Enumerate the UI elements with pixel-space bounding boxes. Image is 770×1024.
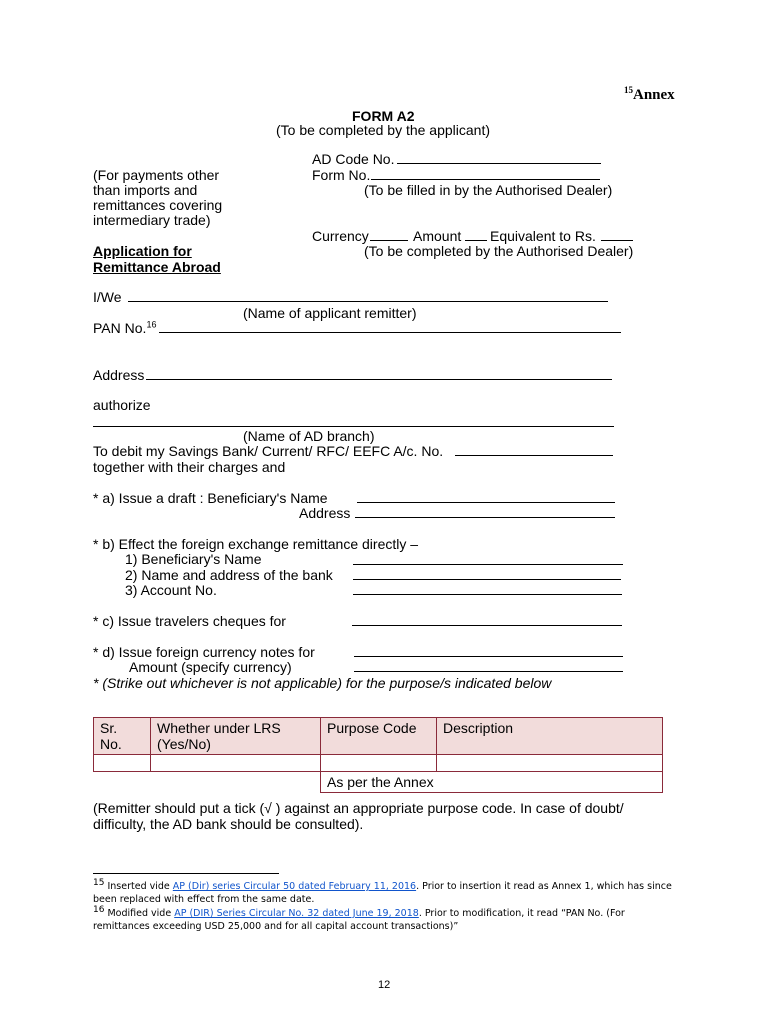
header-description: Description [437,718,663,755]
footnote-15-post: . Prior to insertion it read as Annex 1, which has since [416,881,672,892]
bank-name-address-field[interactable] [353,579,621,580]
circular-32-link[interactable]: AP (DIR) Series Circular No. 32 dated June 19, 2018 [174,908,419,919]
remitter-note-line1: (Remitter should put a tick (√ ) against an appropriate purpose code. In case of doubt/ [93,800,624,816]
option-b2-label: 2) Name and address of the bank [125,567,333,583]
equivalent-label: Equivalent to Rs. [490,228,596,244]
header-lrs-text: Whether under LRS [157,720,281,736]
draft-beneficiary-field[interactable] [357,502,615,503]
header-sr-no [94,718,151,755]
left-note-line3: remittances covering [93,197,223,213]
application-title-line2: Remittance Abroad [93,259,221,275]
bank-account-no-field[interactable] [353,594,622,595]
footnote-15-line2: been replaced with effect from the same date. [93,894,315,905]
footnote-15-num: 15 [93,877,105,888]
option-c-label: * c) Issue travelers cheques for [93,613,286,629]
application-title-line1: Application for [93,243,192,259]
debit-label: To debit my Savings Bank/ Current/ RFC/ EEFC A/c. No. [93,443,444,459]
ad-branch-field[interactable] [93,426,614,427]
pan-field[interactable] [159,332,621,333]
annex-label: Annex [633,87,675,103]
ad-code-field[interactable] [397,163,601,164]
annex-heading [624,87,675,103]
form-title: FORM A2 [352,108,415,124]
cell-blank-2 [151,772,321,793]
footnote-16-num: 16 [93,904,105,915]
pan-label [93,320,156,336]
purpose-table [93,717,663,793]
address-label: Address [93,367,145,383]
cell-blank-1 [94,772,151,793]
ad-code-label: AD Code No. [312,151,395,167]
amount-field[interactable] [465,240,487,241]
currency-notes-field[interactable] [354,656,623,657]
travelers-cheques-field[interactable] [352,625,622,626]
option-b3-label: 3) Account No. [125,582,217,598]
footnote-16 [93,904,625,920]
option-a-label: * a) Issue a draft : Beneficiary's Name [93,490,328,506]
applicant-name-field[interactable] [128,301,608,302]
header-yes-no-text: (Yes/No) [157,736,211,752]
cell-description[interactable] [437,755,663,772]
cell-as-per-annex: As per the Annex [321,772,663,793]
circular-50-link[interactable]: AP (Dir) series Circular 50 dated February 11, 2016 [172,881,417,892]
filled-by-note: (To be filled in by the Authorised Dealer) [364,182,613,198]
beneficiary-name-field[interactable] [353,564,623,565]
footnote-16-post: . Prior to modification, it read “PAN No. (For [418,908,625,919]
left-note-line2: than imports and [93,182,198,198]
header-lrs [151,718,321,755]
strike-out-note: * (Strike out whichever is not applicable) for the purpose/s indicated below [93,675,552,691]
currency-label: Currency [312,228,369,244]
equivalent-field[interactable] [601,240,633,241]
footnote-16-line2: remittances exceeding USD 25,000 and for all capital account transactions)” [93,921,459,932]
footnote-16-pre: Modified vide [107,908,175,919]
option-b1-label: 1) Beneficiary's Name [125,551,262,567]
header-purpose-code: Purpose Code [321,718,437,755]
address-field[interactable] [146,379,612,380]
cell-sr-no[interactable] [94,755,151,772]
authorize-label: authorize [93,397,151,413]
page-number: 12 [378,979,391,991]
footnote-15-pre: Inserted vide [107,881,173,892]
draft-address-label: Address [299,505,351,521]
option-b-label: * b) Effect the foreign exchange remittance directly – [93,536,419,552]
header-sr-text: Sr. [100,720,118,736]
iwe-label: I/We [93,289,122,305]
annex-footnote-ref: 15 [624,85,633,95]
draft-address-field[interactable] [355,517,615,518]
footnote-15 [93,877,672,893]
amount-label: Amount [413,228,462,244]
pan-text: PAN No. [93,320,147,336]
left-note-line1: (For payments other [93,167,220,183]
ad-branch-caption: (Name of AD branch) [243,428,375,444]
table-header-row [94,718,663,755]
option-d-label: * d) Issue foreign currency notes for [93,644,315,660]
currency-field[interactable] [370,240,408,241]
cell-lrs[interactable] [151,755,321,772]
footnote-separator [93,873,279,874]
left-note-line4: intermediary trade) [93,212,211,228]
applicant-name-caption: (Name of applicant remitter) [243,305,417,321]
option-d-amount-label: Amount (specify currency) [129,659,292,675]
form-no-field[interactable] [371,179,600,180]
currency-amount-field[interactable] [354,671,623,672]
pan-footnote-ref: 16 [146,319,157,330]
charges-label: together with their charges and [93,459,286,475]
cell-purpose-code[interactable] [321,755,437,772]
form-subtitle: (To be completed by the applicant) [276,122,491,138]
table-row [94,755,663,772]
header-no-text: No. [100,736,122,752]
table-row-annex [94,772,663,793]
remitter-note-line2: difficulty, the AD bank should be consulted). [93,816,364,832]
form-no-label: Form No. [312,167,371,183]
completed-by-note: (To be completed by the Authorised Dealer) [364,243,634,259]
account-no-field[interactable] [455,455,613,456]
